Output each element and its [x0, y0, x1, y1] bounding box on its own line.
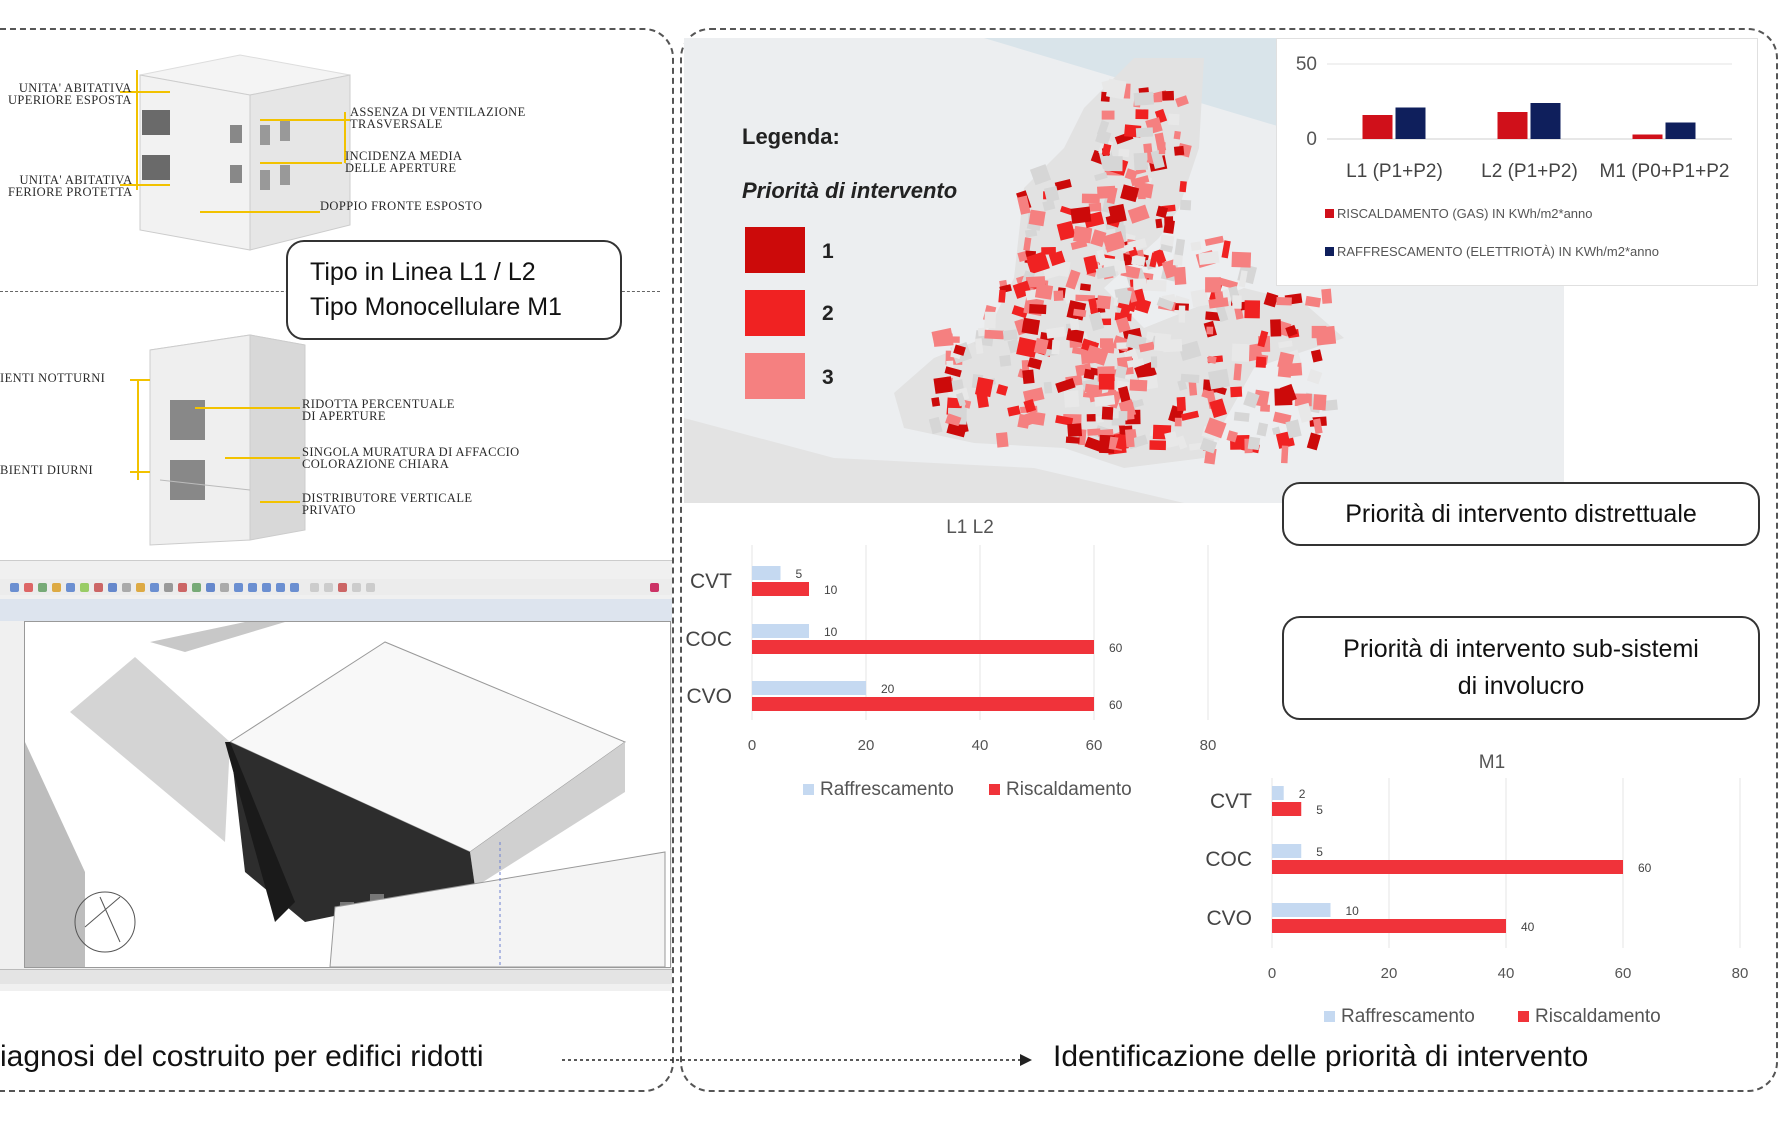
- y-tick-label: 0: [1306, 129, 1317, 150]
- building-block: [984, 330, 1004, 340]
- building-block: [1082, 194, 1100, 204]
- right-caption: Identificazione delle priorità di intervento: [1053, 1040, 1589, 1073]
- y-category-label: CVO: [1206, 907, 1252, 930]
- data-label: 10: [824, 583, 838, 597]
- x-tick-label: 0: [1267, 965, 1277, 982]
- building-block: [1106, 79, 1127, 100]
- building-block: [1155, 219, 1162, 229]
- building-block: [1146, 279, 1166, 291]
- legend-label: Riscaldamento: [1535, 1006, 1661, 1027]
- data-label: 40: [1521, 920, 1535, 934]
- legend-swatch-3: [745, 353, 805, 399]
- building-block: [1029, 304, 1046, 314]
- building-block: [1080, 283, 1091, 291]
- building-block: [1168, 114, 1179, 126]
- x-tick-label: 60: [1614, 965, 1632, 982]
- building-block: [1244, 300, 1260, 318]
- building-block: [1159, 142, 1166, 154]
- building-block: [999, 355, 1011, 367]
- bar-cooling: [1666, 123, 1696, 140]
- building-block: [1164, 216, 1173, 231]
- building-block: [1190, 241, 1201, 251]
- building-block: [996, 432, 1009, 447]
- y-category-label: COC: [1205, 848, 1252, 871]
- building-block: [1260, 404, 1270, 411]
- building-block: [1315, 326, 1336, 346]
- subsystem-priority-box: [1282, 616, 1760, 720]
- bar-heating: [1272, 919, 1506, 933]
- legend-label: Riscaldamento: [1006, 779, 1132, 800]
- y-category-label: CVT: [690, 570, 732, 593]
- bar-cooling: [1272, 903, 1331, 917]
- building-block: [1233, 363, 1242, 380]
- bar-cooling: [752, 681, 866, 695]
- building-block: [1134, 153, 1148, 171]
- building-block: [1097, 186, 1116, 199]
- building-block: [1134, 92, 1154, 106]
- type-monocell-label: Tipo Monocellulare M1: [310, 293, 562, 321]
- x-tick-label: L2 (P1+P2): [1481, 161, 1578, 182]
- building-block: [1208, 369, 1230, 390]
- map-legend-subtitle: Priorità di intervento: [742, 178, 958, 203]
- legend-label-3: 3: [822, 366, 834, 389]
- legend-swatch: [989, 784, 1000, 795]
- type-box: [286, 240, 622, 340]
- legend-label-1: 1: [822, 240, 834, 263]
- building-block: [1232, 295, 1242, 308]
- building-block: [1044, 382, 1053, 394]
- data-label: 10: [1345, 904, 1359, 918]
- data-label: 2: [1298, 787, 1306, 801]
- district-priority-box: [1282, 482, 1760, 546]
- chart-title: L1 L2: [946, 517, 994, 538]
- building-block: [1029, 210, 1046, 227]
- building-block: [1085, 384, 1100, 394]
- building-block: [1135, 109, 1148, 119]
- annotation-single-wall: SINGOLA MURATURA DI AFFACCIO COLORAZIONE CHIARA: [302, 445, 520, 471]
- legend-label: Raffrescamento: [820, 779, 954, 800]
- data-label: 5: [1316, 845, 1323, 859]
- data-label: 60: [1109, 641, 1123, 655]
- building-block: [1270, 319, 1281, 336]
- building-block: [1162, 91, 1174, 101]
- annotation-double-front: DOPPIO FRONTE ESPOSTO: [320, 199, 483, 213]
- bar-cooling: [1272, 786, 1284, 800]
- bar-heating: [1498, 112, 1528, 139]
- building-block: [1087, 428, 1100, 435]
- building-block: [1105, 156, 1123, 171]
- bar-heating: [1272, 802, 1301, 816]
- data-label: 5: [1316, 803, 1323, 817]
- status-bar: [0, 969, 672, 984]
- building-block: [1089, 203, 1102, 212]
- bar-heating: [1272, 860, 1623, 874]
- x-tick-label: 20: [1380, 965, 1398, 982]
- building-block: [1321, 289, 1332, 304]
- legend-label: RAFFRESCAMENTO (ELETTRIOTÀ) IN KWh/m2*anno: [1337, 244, 1659, 259]
- annotation-day-rooms: BIENTI DIURNI: [0, 463, 94, 477]
- building-block: [1125, 429, 1135, 447]
- x-tick-label: 60: [1085, 737, 1103, 754]
- building-block: [1174, 146, 1184, 156]
- legend-swatch: [1324, 1011, 1335, 1022]
- x-tick-label: 20: [857, 737, 875, 754]
- building-block: [931, 397, 940, 407]
- building-block: [933, 376, 952, 394]
- building-block: [1087, 414, 1096, 421]
- energy-chart-card: [1276, 38, 1758, 286]
- building-block: [1084, 369, 1096, 380]
- x-tick-label: M1 (P0+P1+P2: [1599, 161, 1730, 182]
- building-block: [1129, 379, 1147, 391]
- building-block: [1175, 418, 1182, 427]
- building-block: [1248, 437, 1261, 451]
- annotation-vertical-distributor: DISTRIBUTORE VERTICALE PRIVATO: [302, 491, 473, 517]
- building-block: [1174, 131, 1181, 140]
- x-tick-label: 40: [1497, 965, 1515, 982]
- building-block: [1234, 412, 1250, 422]
- annotation-no-ventilation: ASSENZA DI VENTILAZIONE TRASVERSALE: [350, 105, 526, 131]
- building-block: [1053, 290, 1063, 301]
- building-block: [1066, 437, 1080, 444]
- building-block: [1067, 423, 1082, 437]
- legend-swatch-2: [745, 290, 805, 336]
- x-tick-label: 80: [1731, 965, 1749, 982]
- hbar-chart-m1: [1200, 740, 1760, 1030]
- building-block: [1118, 148, 1129, 157]
- data-label: 20: [881, 682, 895, 696]
- data-label: 60: [1638, 861, 1652, 875]
- building-block: [1097, 295, 1111, 309]
- district-priority-label: Priorità di intervento distrettuale: [1345, 499, 1697, 528]
- building-block: [1064, 390, 1080, 407]
- legend-swatch: [1325, 247, 1334, 256]
- building-block: [1151, 356, 1157, 367]
- building-block: [984, 312, 996, 329]
- left-caption: iagnosi del costruito per edifici ridotti: [0, 1040, 484, 1073]
- building-block: [1180, 200, 1191, 211]
- bar-cooling: [1396, 108, 1426, 140]
- building-block: [1276, 297, 1292, 306]
- bar-heating: [752, 640, 1094, 654]
- building-block: [1029, 411, 1046, 426]
- energy-bar-chart: [1277, 39, 1757, 285]
- building-block: [1073, 226, 1092, 243]
- y-category-label: CVT: [1210, 790, 1252, 813]
- subsystem-priority-line2: di involucro: [1457, 672, 1585, 700]
- building-block: [1003, 329, 1018, 340]
- y-tick-label: 50: [1295, 54, 1317, 75]
- bar-heating: [752, 697, 1094, 711]
- viewport: [24, 621, 671, 968]
- building-block: [1149, 440, 1166, 450]
- building-block: [1112, 418, 1126, 425]
- x-tick-label: 40: [971, 737, 989, 754]
- building-block: [1231, 252, 1251, 268]
- building-block: [1256, 357, 1267, 368]
- building-block: [1281, 445, 1288, 463]
- bar-cooling: [752, 566, 781, 580]
- building-block: [1177, 397, 1186, 411]
- x-tick-label: 80: [1199, 737, 1217, 754]
- caption-arrow: [560, 1050, 1040, 1070]
- building-block: [1232, 344, 1250, 362]
- bar-cooling: [1531, 103, 1561, 139]
- hbar-chart-l1l2: [684, 510, 1217, 810]
- building-block: [1022, 318, 1041, 335]
- building-block: [1102, 111, 1115, 120]
- ribbon-tabs: [0, 599, 672, 621]
- x-tick-label: 0: [747, 737, 757, 754]
- data-label: 5: [795, 567, 803, 581]
- bar-heating: [1363, 115, 1393, 139]
- type-linear-label: Tipo in Linea L1 / L2: [310, 258, 536, 286]
- legend-label-2: 2: [822, 302, 834, 325]
- annotation-lower-unit: UNITA' ABITATIVA FERIORE PROTETTA: [8, 173, 133, 199]
- building-block: [1205, 277, 1221, 292]
- y-category-label: COC: [685, 628, 732, 651]
- y-category-label: CVO: [686, 685, 732, 708]
- building-block: [1136, 127, 1153, 137]
- modeling-software-screenshot: [0, 560, 672, 991]
- bar-cooling: [752, 624, 809, 638]
- annotation-upper-unit: UNITA' ABITATIVA UPERIORE ESPOSTA: [8, 81, 132, 107]
- building-block: [1313, 394, 1327, 410]
- building-block: [1070, 206, 1091, 223]
- building-block: [1173, 254, 1183, 266]
- legend-label: RISCALDAMENTO (GAS) IN KWh/m2*anno: [1337, 206, 1593, 221]
- building-block: [1035, 284, 1053, 300]
- building-block: [1278, 365, 1292, 377]
- annotation-night-rooms: IENTI NOTTURNI: [0, 371, 106, 385]
- legend-swatch: [1325, 209, 1334, 218]
- subsystem-priority-line1: Priorità di intervento sub-sistemi: [1343, 635, 1699, 663]
- viewport-3d-model: [25, 622, 670, 967]
- building-block: [1198, 251, 1219, 265]
- legend-swatch: [1518, 1011, 1529, 1022]
- building-block: [1206, 327, 1213, 335]
- building-block: [1154, 333, 1171, 352]
- bar-cooling: [1272, 844, 1301, 858]
- x-tick-label: L1 (P1+P2): [1346, 161, 1443, 182]
- building-block: [1230, 386, 1242, 397]
- building-block: [1102, 407, 1114, 420]
- legend-label: Raffrescamento: [1341, 1006, 1475, 1027]
- building-block: [1181, 374, 1200, 383]
- building-block: [1022, 370, 1034, 384]
- data-label: 60: [1109, 698, 1123, 712]
- bar-heating: [1633, 135, 1663, 140]
- map-legend-title: Legenda:: [742, 124, 840, 149]
- building-block: [1051, 340, 1060, 355]
- building-block: [1070, 319, 1080, 331]
- legend-swatch: [803, 784, 814, 795]
- annotation-reduced-openings: RIDOTTA PERCENTUALE DI APERTURE: [302, 397, 455, 423]
- building-block: [942, 336, 960, 343]
- building-block: [1099, 374, 1115, 390]
- building-block: [998, 290, 1006, 303]
- building-block: [1179, 305, 1186, 322]
- chart-title: M1: [1478, 752, 1506, 773]
- data-label: 10: [824, 625, 838, 639]
- building-block: [1179, 181, 1187, 192]
- toolbar: [0, 579, 672, 595]
- building-block: [975, 377, 994, 397]
- legend-swatch-1: [745, 227, 805, 273]
- bar-heating: [752, 582, 809, 596]
- annotation-openings-medium: INCIDENZA MEDIA DELLE APERTURE: [345, 149, 463, 175]
